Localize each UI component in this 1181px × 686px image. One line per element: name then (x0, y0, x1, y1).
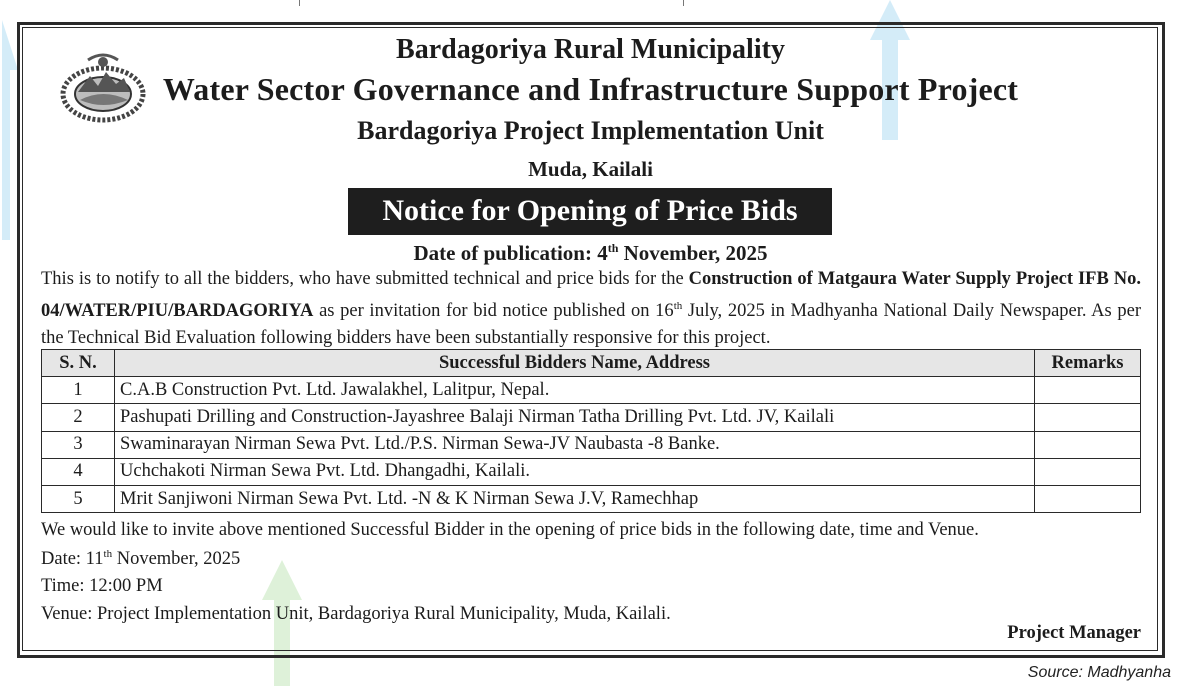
table-row (42, 485, 1141, 512)
top-edge-ticks (0, 0, 1181, 6)
cell-sn: 3 (42, 431, 115, 458)
header-bidder: Successful Bidders Name, Address (115, 350, 1035, 377)
header-sn: S. N. (42, 350, 115, 377)
cell-bidder: Uchchakoti Nirman Sewa Pvt. Ltd. Dhangadhi, Kailali. (115, 458, 1035, 485)
cell-bidder: C.A.B Construction Pvt. Ltd. Jawalakhel, Lalitpur, Nepal. (115, 377, 1035, 404)
project-title: Water Sector Governance and Infrastructure Support Project (162, 71, 1019, 107)
intro-paragraph: This is to notify to all the bidders, who have submitted technical and price bids for the Construction of Matgaura Water Supply Project IFB No. 04/WATER/PIU/BARDAGORIYA as per invitation for bid notice published on 16th July, 2025 in Madhyanha National Daily Newspaper. As per the Technical Bid Evaluation following bidders have been substantially responsive for this project. (41, 269, 1142, 349)
cell-remarks (1035, 458, 1141, 485)
unit-title: Bardagoriya Project Implementation Unit (357, 116, 824, 145)
cell-remarks (1035, 404, 1141, 431)
publication-date: Date of publication: 4th November, 2025 (413, 241, 768, 265)
cell-remarks (1035, 485, 1141, 512)
opening-time: Time: 12:00 PM (41, 576, 163, 596)
cell-remarks (1035, 377, 1141, 404)
signatory: Project Manager (1007, 623, 1141, 643)
notice-banner: Notice for Opening of Price Bids (348, 188, 832, 235)
invite-text: We would like to invite above mentioned Successful Bidder in the opening of price bids in the following date, time and Venue. (41, 520, 979, 540)
cell-bidder: Swaminarayan Nirman Sewa Pvt. Ltd./P.S. Nirman Sewa-JV Naubasta -8 Banke. (115, 431, 1035, 458)
cell-bidder: Mrit Sanjiwoni Nirman Sewa Pvt. Ltd. -N & K Nirman Sewa J.V, Ramechhap (115, 485, 1035, 512)
table-header-row (42, 350, 1141, 377)
cell-sn: 5 (42, 485, 115, 512)
opening-venue: Venue: Project Implementation Unit, Bardagoriya Rural Municipality, Muda, Kailali. (41, 604, 671, 624)
cell-remarks (1035, 431, 1141, 458)
municipality-title: Bardagoriya Rural Municipality (396, 34, 785, 65)
cell-sn: 1 (42, 377, 115, 404)
location-title: Muda, Kailali (528, 157, 653, 181)
cell-sn: 2 (42, 404, 115, 431)
cell-bidder: Pashupati Drilling and Construction-Jayashree Balaji Nirman Tatha Drilling Pvt. Ltd. JV, Kailali (115, 404, 1035, 431)
source-credit: Source: Madhyanha (1027, 664, 1171, 681)
table-row (42, 431, 1141, 458)
table-row (42, 377, 1141, 404)
table-row (42, 458, 1141, 485)
opening-date: Date: 11th November, 2025 (41, 548, 241, 570)
table-row (42, 404, 1141, 431)
bidders-table (41, 349, 1141, 513)
cell-sn: 4 (42, 458, 115, 485)
header-remarks: Remarks (1035, 350, 1141, 377)
